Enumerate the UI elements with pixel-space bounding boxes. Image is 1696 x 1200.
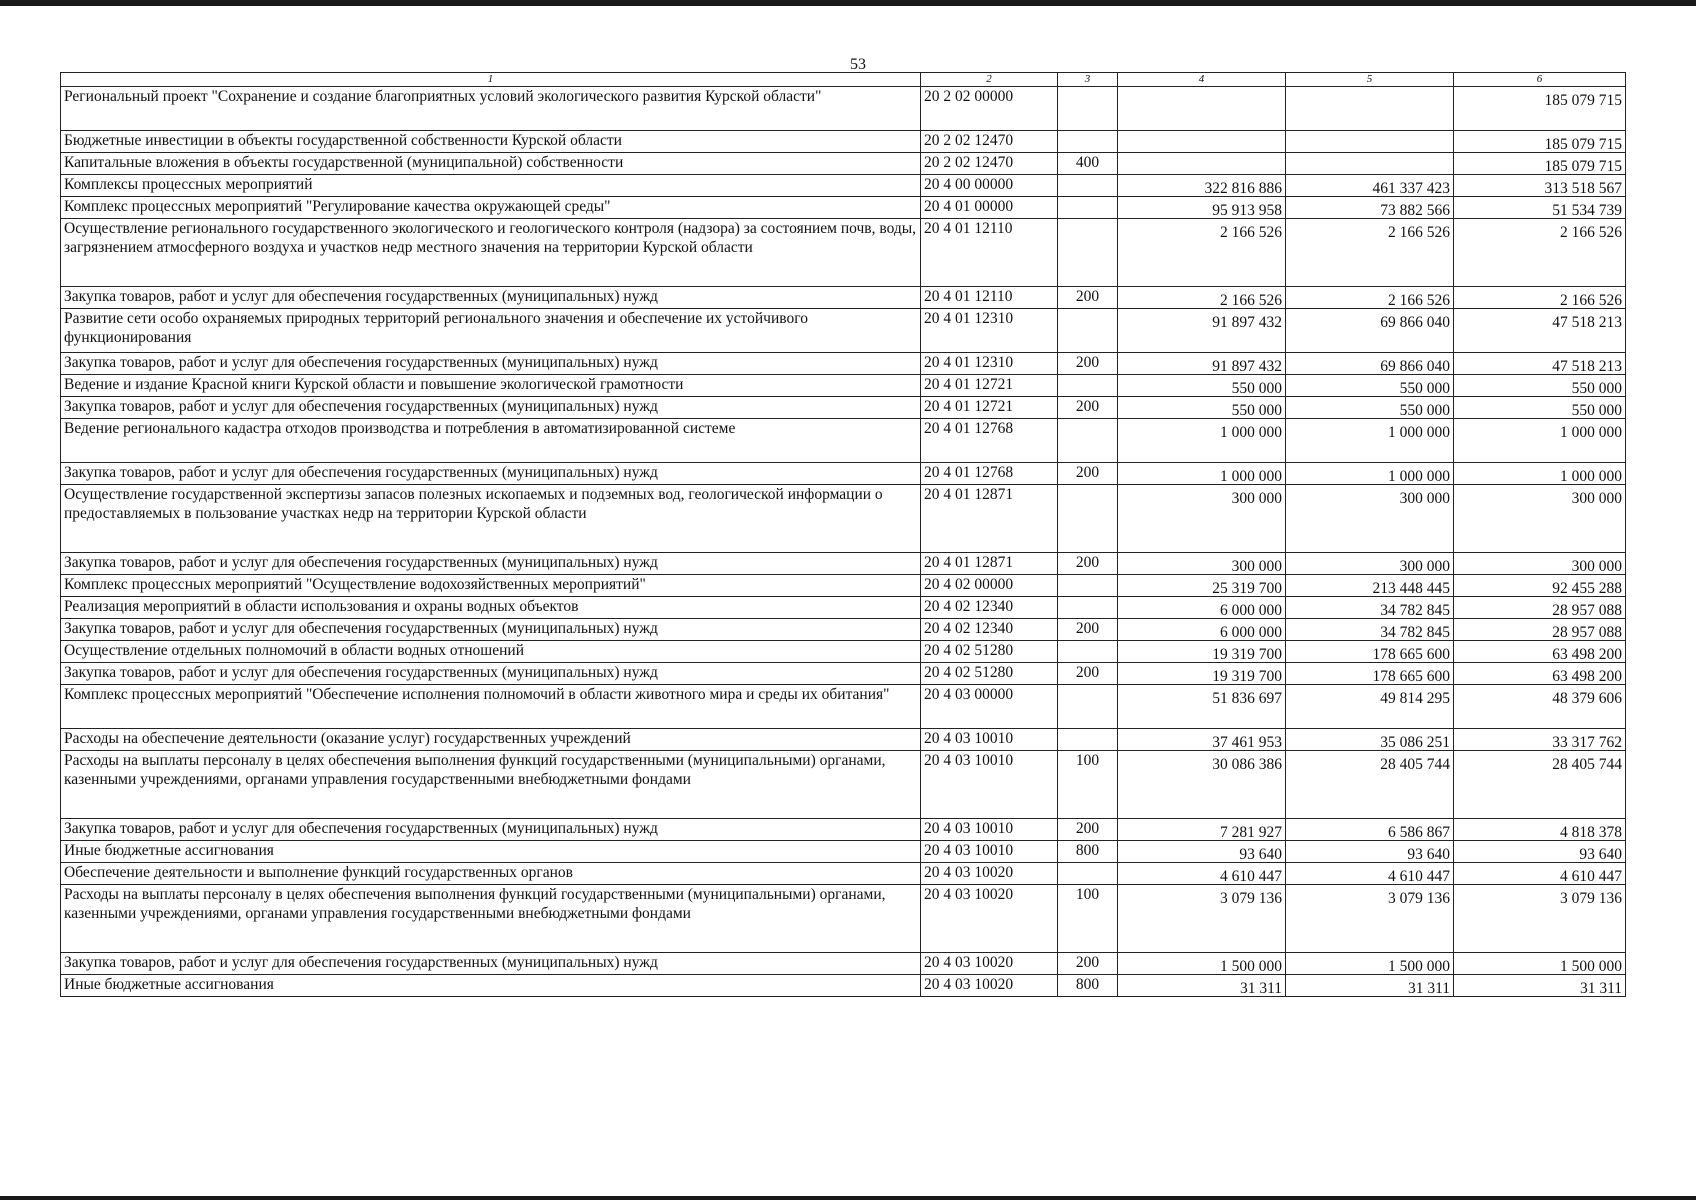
row-name: Закупка товаров, работ и услуг для обеспечения государственных (муниципальных) нужд (61, 463, 921, 485)
row-value-col6: 550 000 (1454, 375, 1626, 397)
row-name: Комплексы процессных мероприятий (61, 175, 921, 197)
row-value-col5: 93 640 (1286, 841, 1454, 863)
row-code: 20 4 01 12310 (921, 353, 1058, 375)
row-value-col5: 34 782 845 (1286, 619, 1454, 641)
table-row (61, 863, 1626, 885)
row-type (1058, 375, 1118, 397)
row-code: 20 4 02 12340 (921, 597, 1058, 619)
row-type (1058, 131, 1118, 153)
table-row (61, 353, 1626, 375)
row-code: 20 4 01 12310 (921, 309, 1058, 353)
column-header: 5 (1286, 73, 1454, 87)
row-value-col6: 47 518 213 (1454, 353, 1626, 375)
row-code: 20 2 02 12470 (921, 153, 1058, 175)
row-value-col6: 185 079 715 (1454, 87, 1626, 131)
row-type (1058, 729, 1118, 751)
row-value-col4: 550 000 (1118, 375, 1286, 397)
row-value-col5: 69 866 040 (1286, 353, 1454, 375)
row-value-col4: 1 500 000 (1118, 953, 1286, 975)
row-name: Закупка товаров, работ и услуг для обеспечения государственных (муниципальных) нужд (61, 353, 921, 375)
row-code: 20 4 03 10010 (921, 729, 1058, 751)
column-header: 4 (1118, 73, 1286, 87)
row-value-col6: 63 498 200 (1454, 641, 1626, 663)
row-value-col4: 2 166 526 (1118, 219, 1286, 287)
row-name: Обеспечение деятельности и выполнение функций государственных органов (61, 863, 921, 885)
row-value-col5: 2 166 526 (1286, 287, 1454, 309)
row-name: Иные бюджетные ассигнования (61, 841, 921, 863)
row-value-col6: 313 518 567 (1454, 175, 1626, 197)
row-value-col6: 4 610 447 (1454, 863, 1626, 885)
row-code: 20 4 01 12721 (921, 375, 1058, 397)
row-name: Комплекс процессных мероприятий "Обеспечение исполнения полномочий в области животного мира и среды их обитания" (61, 685, 921, 729)
row-value-col4: 322 816 886 (1118, 175, 1286, 197)
table-row (61, 619, 1626, 641)
row-type (1058, 685, 1118, 729)
row-name: Региональный проект "Сохранение и создание благоприятных условий экологического развития Курской области" (61, 87, 921, 131)
row-value-col4: 4 610 447 (1118, 863, 1286, 885)
row-value-col6: 2 166 526 (1454, 219, 1626, 287)
row-name: Осуществление отдельных полномочий в области водных отношений (61, 641, 921, 663)
row-value-col4: 3 079 136 (1118, 885, 1286, 953)
row-code: 20 2 02 00000 (921, 87, 1058, 131)
row-type: 400 (1058, 153, 1118, 175)
table-row (61, 419, 1626, 463)
row-name: Расходы на обеспечение деятельности (оказание услуг) государственных учреждений (61, 729, 921, 751)
row-value-col6: 63 498 200 (1454, 663, 1626, 685)
row-value-col6: 51 534 739 (1454, 197, 1626, 219)
column-header: 2 (921, 73, 1058, 87)
row-value-col5: 6 586 867 (1286, 819, 1454, 841)
row-name: Осуществление регионального государственного экологического и геологического контроля (надзора) за состоянием почв, воды, загрязнением атмосферного воздуха и участков недр местного значения на территории Курской области (61, 219, 921, 287)
row-name: Закупка товаров, работ и услуг для обеспечения государственных (муниципальных) нужд (61, 619, 921, 641)
row-code: 20 4 03 10020 (921, 953, 1058, 975)
row-value-col6: 28 405 744 (1454, 751, 1626, 819)
row-value-col5: 1 500 000 (1286, 953, 1454, 975)
row-name: Комплекс процессных мероприятий "Осуществление водохозяйственных мероприятий" (61, 575, 921, 597)
row-value-col5 (1286, 153, 1454, 175)
row-value-col4: 300 000 (1118, 485, 1286, 553)
row-name: Осуществление государственной экспертизы запасов полезных ископаемых и подземных вод, геологической информации о предоставляемых в пользование участках недр на территории Курской области (61, 485, 921, 553)
row-value-col6: 28 957 088 (1454, 619, 1626, 641)
row-value-col4: 31 311 (1118, 975, 1286, 997)
row-value-col5: 28 405 744 (1286, 751, 1454, 819)
row-value-col4: 25 319 700 (1118, 575, 1286, 597)
row-value-col4: 93 640 (1118, 841, 1286, 863)
row-value-col6: 185 079 715 (1454, 131, 1626, 153)
row-value-col6: 2 166 526 (1454, 287, 1626, 309)
row-value-col4: 95 913 958 (1118, 197, 1286, 219)
row-name: Ведение регионального кадастра отходов производства и потребления в автоматизированной системе (61, 419, 921, 463)
row-type: 200 (1058, 353, 1118, 375)
row-code: 20 4 01 12768 (921, 419, 1058, 463)
row-value-col4: 19 319 700 (1118, 663, 1286, 685)
row-type (1058, 419, 1118, 463)
row-type: 100 (1058, 751, 1118, 819)
row-value-col5: 1 000 000 (1286, 419, 1454, 463)
row-value-col5: 213 448 445 (1286, 575, 1454, 597)
row-code: 20 4 03 00000 (921, 685, 1058, 729)
row-name: Расходы на выплаты персоналу в целях обеспечения выполнения функций государственными (муниципальными) органами, казенными учреждениями, органами управления государственными внебюджетными фондами (61, 885, 921, 953)
row-name: Развитие сети особо охраняемых природных территорий регионального значения и обеспечение их устойчивого функционирования (61, 309, 921, 353)
row-code: 20 4 01 12110 (921, 287, 1058, 309)
row-code: 20 4 00 00000 (921, 175, 1058, 197)
row-type: 200 (1058, 397, 1118, 419)
row-value-col5: 300 000 (1286, 485, 1454, 553)
row-value-col6: 47 518 213 (1454, 309, 1626, 353)
row-value-col6: 92 455 288 (1454, 575, 1626, 597)
table-row (61, 219, 1626, 287)
row-value-col5: 49 814 295 (1286, 685, 1454, 729)
row-value-col4 (1118, 131, 1286, 153)
row-type (1058, 219, 1118, 287)
table-row (61, 375, 1626, 397)
row-value-col5: 3 079 136 (1286, 885, 1454, 953)
row-value-col4: 19 319 700 (1118, 641, 1286, 663)
row-value-col4: 6 000 000 (1118, 619, 1286, 641)
row-value-col5: 178 665 600 (1286, 641, 1454, 663)
row-value-col5 (1286, 131, 1454, 153)
table-row (61, 463, 1626, 485)
row-value-col4: 7 281 927 (1118, 819, 1286, 841)
row-value-col5: 550 000 (1286, 375, 1454, 397)
row-type (1058, 309, 1118, 353)
table-body (61, 87, 1626, 997)
row-code: 20 4 03 10020 (921, 975, 1058, 997)
table-row (61, 153, 1626, 175)
scan-edge-top (0, 0, 1696, 6)
table-row (61, 819, 1626, 841)
row-type (1058, 641, 1118, 663)
row-type: 800 (1058, 975, 1118, 997)
row-name: Закупка товаров, работ и услуг для обеспечения государственных (муниципальных) нужд (61, 397, 921, 419)
row-value-col5: 35 086 251 (1286, 729, 1454, 751)
table-row (61, 175, 1626, 197)
table-row (61, 641, 1626, 663)
row-type (1058, 197, 1118, 219)
table-row (61, 575, 1626, 597)
row-type: 200 (1058, 953, 1118, 975)
row-value-col6: 31 311 (1454, 975, 1626, 997)
row-name: Комплекс процессных мероприятий "Регулирование качества окружающей среды" (61, 197, 921, 219)
row-name: Бюджетные инвестиции в объекты государственной собственности Курской области (61, 131, 921, 153)
row-type (1058, 87, 1118, 131)
table-row (61, 197, 1626, 219)
row-code: 20 4 03 10010 (921, 819, 1058, 841)
column-header: 3 (1058, 73, 1118, 87)
row-value-col6: 300 000 (1454, 553, 1626, 575)
row-value-col5: 178 665 600 (1286, 663, 1454, 685)
budget-table (60, 72, 1626, 997)
table-row (61, 397, 1626, 419)
table-row (61, 597, 1626, 619)
row-value-col5: 300 000 (1286, 553, 1454, 575)
row-name: Иные бюджетные ассигнования (61, 975, 921, 997)
table-header-row (61, 73, 1626, 87)
row-name: Ведение и издание Красной книги Курской области и повышение экологической грамотности (61, 375, 921, 397)
row-name: Закупка товаров, работ и услуг для обеспечения государственных (муниципальных) нужд (61, 663, 921, 685)
row-code: 20 4 01 12721 (921, 397, 1058, 419)
row-type: 200 (1058, 463, 1118, 485)
row-name: Закупка товаров, работ и услуг для обеспечения государственных (муниципальных) нужд (61, 287, 921, 309)
row-value-col4 (1118, 153, 1286, 175)
row-value-col5: 73 882 566 (1286, 197, 1454, 219)
row-type: 800 (1058, 841, 1118, 863)
row-name: Закупка товаров, работ и услуг для обеспечения государственных (муниципальных) нужд (61, 819, 921, 841)
row-value-col5: 34 782 845 (1286, 597, 1454, 619)
row-name: Закупка товаров, работ и услуг для обеспечения государственных (муниципальных) нужд (61, 953, 921, 975)
column-header: 1 (61, 73, 921, 87)
row-type: 200 (1058, 553, 1118, 575)
row-value-col6: 1 000 000 (1454, 463, 1626, 485)
row-code: 20 4 02 51280 (921, 663, 1058, 685)
row-value-col4: 2 166 526 (1118, 287, 1286, 309)
row-value-col6: 1 000 000 (1454, 419, 1626, 463)
table-row (61, 131, 1626, 153)
scan-edge-bottom (0, 1196, 1696, 1200)
row-value-col6: 93 640 (1454, 841, 1626, 863)
row-type (1058, 485, 1118, 553)
table-row (61, 485, 1626, 553)
row-type (1058, 575, 1118, 597)
row-value-col5: 4 610 447 (1286, 863, 1454, 885)
row-value-col5: 461 337 423 (1286, 175, 1454, 197)
row-value-col4: 550 000 (1118, 397, 1286, 419)
row-value-col4: 51 836 697 (1118, 685, 1286, 729)
table-row (61, 729, 1626, 751)
table-row (61, 751, 1626, 819)
row-type (1058, 597, 1118, 619)
row-value-col5 (1286, 87, 1454, 131)
table-row (61, 975, 1626, 997)
table-row (61, 841, 1626, 863)
row-value-col4: 37 461 953 (1118, 729, 1286, 751)
row-code: 20 4 01 12110 (921, 219, 1058, 287)
row-value-col5: 550 000 (1286, 397, 1454, 419)
row-value-col4: 6 000 000 (1118, 597, 1286, 619)
column-header: 6 (1454, 73, 1626, 87)
row-code: 20 4 01 12768 (921, 463, 1058, 485)
row-code: 20 4 03 10020 (921, 885, 1058, 953)
table-row (61, 953, 1626, 975)
row-value-col5: 2 166 526 (1286, 219, 1454, 287)
table-row (61, 885, 1626, 953)
table-row (61, 685, 1626, 729)
table-row (61, 309, 1626, 353)
row-value-col5: 31 311 (1286, 975, 1454, 997)
row-code: 20 4 03 10020 (921, 863, 1058, 885)
row-name: Расходы на выплаты персоналу в целях обеспечения выполнения функций государственными (муниципальными) органами, казенными учреждениями, органами управления государственными внебюджетными фондами (61, 751, 921, 819)
row-value-col4 (1118, 87, 1286, 131)
table-row (61, 663, 1626, 685)
row-name: Реализация мероприятий в области использования и охраны водных объектов (61, 597, 921, 619)
row-type: 200 (1058, 663, 1118, 685)
row-value-col5: 1 000 000 (1286, 463, 1454, 485)
row-value-col4: 91 897 432 (1118, 353, 1286, 375)
table-row (61, 87, 1626, 131)
row-value-col4: 1 000 000 (1118, 463, 1286, 485)
row-code: 20 4 01 12871 (921, 485, 1058, 553)
row-type: 200 (1058, 619, 1118, 641)
row-value-col6: 4 818 378 (1454, 819, 1626, 841)
row-type (1058, 175, 1118, 197)
row-type: 200 (1058, 819, 1118, 841)
row-name: Капитальные вложения в объекты государственной (муниципальной) собственности (61, 153, 921, 175)
row-name: Закупка товаров, работ и услуг для обеспечения государственных (муниципальных) нужд (61, 553, 921, 575)
row-code: 20 4 03 10010 (921, 751, 1058, 819)
row-value-col6: 550 000 (1454, 397, 1626, 419)
row-type (1058, 863, 1118, 885)
row-code: 20 4 02 00000 (921, 575, 1058, 597)
row-code: 20 4 02 51280 (921, 641, 1058, 663)
row-value-col6: 33 317 762 (1454, 729, 1626, 751)
page-number: 53 (850, 56, 866, 73)
row-value-col4: 1 000 000 (1118, 419, 1286, 463)
row-code: 20 4 01 00000 (921, 197, 1058, 219)
row-value-col6: 3 079 136 (1454, 885, 1626, 953)
row-value-col4: 300 000 (1118, 553, 1286, 575)
row-code: 20 4 01 12871 (921, 553, 1058, 575)
table-row (61, 553, 1626, 575)
table-row (61, 287, 1626, 309)
row-value-col4: 91 897 432 (1118, 309, 1286, 353)
row-type: 100 (1058, 885, 1118, 953)
row-value-col6: 185 079 715 (1454, 153, 1626, 175)
row-value-col6: 28 957 088 (1454, 597, 1626, 619)
row-code: 20 2 02 12470 (921, 131, 1058, 153)
row-value-col6: 300 000 (1454, 485, 1626, 553)
row-value-col5: 69 866 040 (1286, 309, 1454, 353)
row-value-col6: 1 500 000 (1454, 953, 1626, 975)
row-value-col4: 30 086 386 (1118, 751, 1286, 819)
row-value-col6: 48 379 606 (1454, 685, 1626, 729)
row-type: 200 (1058, 287, 1118, 309)
row-code: 20 4 03 10010 (921, 841, 1058, 863)
row-code: 20 4 02 12340 (921, 619, 1058, 641)
